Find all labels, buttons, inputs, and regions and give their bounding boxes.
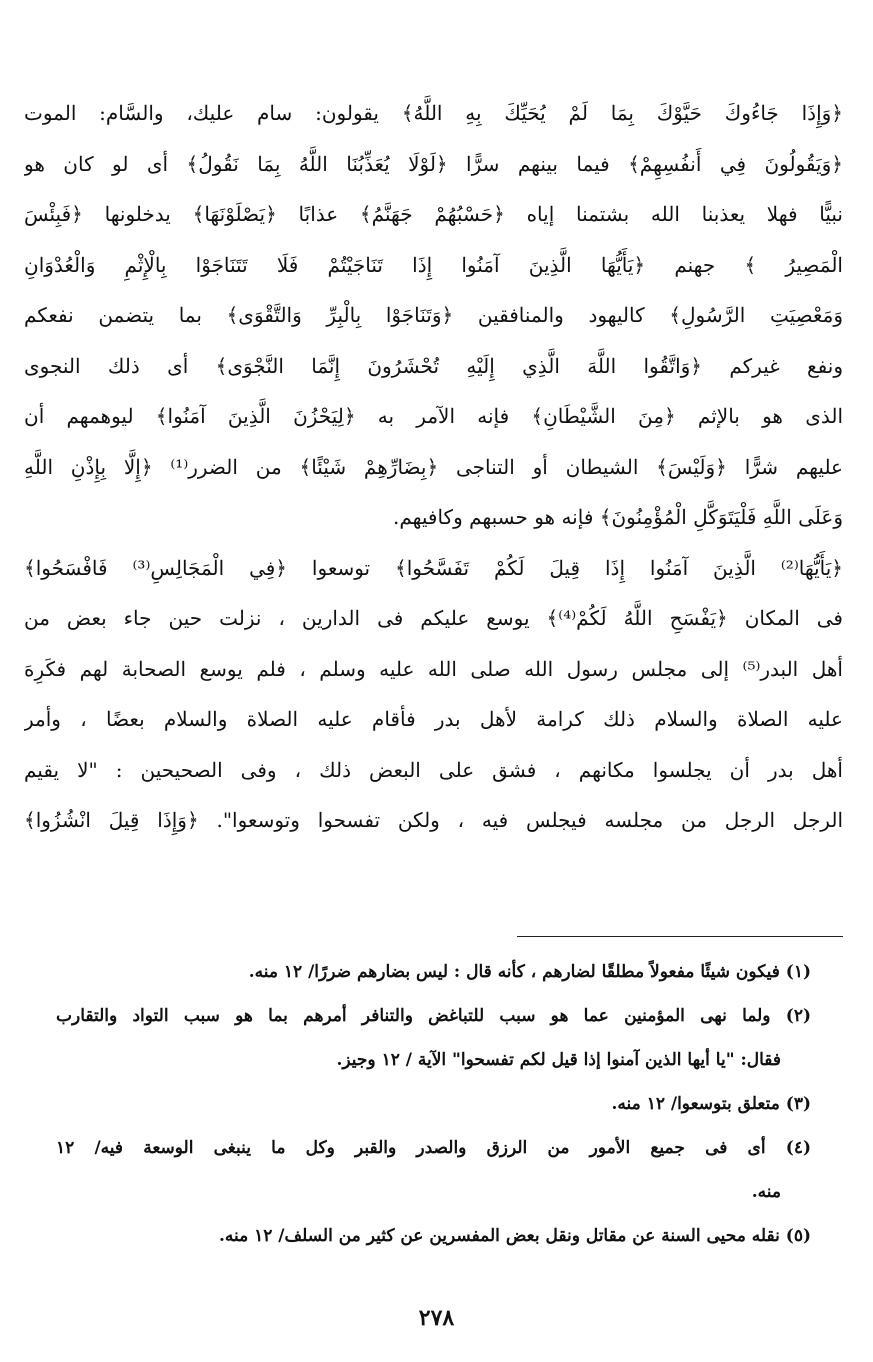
text-line: الذى هو بالإثم ﴿مِنَ الشَّيْطَانِ﴾ فإنه الآمر به ﴿لِيَحْزُنَ الَّذِينَ آمَنُوا﴾ ليوهمهم أن [24, 404, 843, 428]
main-text [24, 88, 843, 846]
footnote-2: (٢) ولما نهى المؤمنين عما هو سبب للتباغض والتنافر أمرهم بما هو سبب التواد والتقارب [56, 1006, 811, 1026]
text-line: أهل بدر أن يجلسوا مكانهم ، فشق على البعض ذلك ، وفى الصحيحين : "لا يقيم [24, 757, 843, 782]
footnote-2-continued: فقال: "يا أيها الذين آمنوا إذا قيل لكم تفسحوا" الآية / ١٢ وجيز. [336, 1050, 781, 1070]
footnote-4: (٤) أى فى جميع الأمور من الرزق والصدر والقبر وكل ما ينبغى الوسعة فيه/ ١٢ [56, 1138, 811, 1158]
footnote-3: (٣) متعلق بتوسعوا/ ١٢ منه. [611, 1094, 811, 1114]
footnote-1: (١) فيكون شيئًا مفعولاً مطلقًا لضارهم ، كأنه قال : ليس بضارهم ضررًا/ ١٢ منه. [248, 962, 811, 982]
text-line: وَعَلَى اللَّهِ فَلْيَتَوَكَّلِ الْمُؤْمِنُونَ﴾ فإنه هو حسبهم وكافيهم. [392, 505, 843, 529]
text-line: ونفع غيركم ﴿وَاتَّقُوا اللَّهَ الَّذِي إِلَيْهِ تُحْشَرُونَ إِنَّمَا النَّجْوَى﴾ أى ذلك النجوى [24, 353, 843, 378]
text-line: ﴿يَأَيُّهَا⁽²⁾ الَّذِينَ آمَنُوا إِذَا قِيلَ لَكُمْ تَفَسَّحُوا﴾ توسعوا ﴿فِي الْمَجَالِسِ⁽³⁾ فَافْسَحُوا﴾ [24, 555, 843, 580]
footnote-divider [517, 936, 843, 937]
page-number: ٢٧٨ [418, 1305, 455, 1331]
text-line: وَمَعْصِيَتِ الرَّسُولِ﴾ كاليهود والمنافقين ﴿وَتَنَاجَوْا بِالْبِرِّ وَالتَّقْوَى﴾ بما يتضمن نفعكم [24, 303, 843, 327]
text-line: نبيًّا فهلا يعذبنا الله بشتمنا إياه ﴿حَسْبُهُمْ جَهَنَّمُ﴾ عذابًا ﴿يَصْلَوْنَهَا﴾ يدخلونها ﴿فَبِئْسَ [24, 202, 843, 226]
text-line: فى المكان ﴿يَفْسَحِ اللَّهُ لَكُمْ⁽⁴⁾﴾ يوسع عليكم فى الدارين ، نزلت حين جاء بعض من [24, 606, 843, 630]
footnote-5: (٥) نقله محيى السنة عن مقاتل ونقل بعض المفسرين عن كثير من السلف/ ١٢ منه. [218, 1226, 811, 1246]
text-line: الرجل الرجل من مجلسه فيجلس فيه ، ولكن تفسحوا وتوسعوا". ﴿وَإِذَا قِيلَ انْشُزُوا﴾ [24, 808, 843, 832]
text-line: أهل البدر⁽⁵⁾ إلى مجلس رسول الله صلى الله عليه وسلم ، فلم يوسع الصحابة لهم فكَرِهَ [24, 656, 843, 681]
text-line: ﴿وَإِذَا جَاءُوكَ حَيَّوْكَ بِمَا لَمْ يُحَيِّكَ بِهِ اللَّهُ﴾ يقولون: سام عليك، والسَّام: الموت [24, 101, 843, 125]
footnote-4-continued: منه. [751, 1182, 781, 1202]
text-line: عليهم شرًّا ﴿وَلَيْسَ﴾ الشيطان أو التناجى ﴿بِضَارِّهِمْ شَيْئًا﴾ من الضرر⁽¹⁾ ﴿إِلَّا بِإِذْنِ اللَّهِ [24, 454, 843, 479]
text-line: عليه الصلاة والسلام ذلك كرامة لأهل بدر فأقام عليه الصلاة والسلام بعضًا ، وأمر [24, 707, 843, 731]
footnotes [56, 950, 811, 1258]
text-line: ﴿وَيَقُولُونَ فِي أَنفُسِهِمْ﴾ فيما بينهم سرًّا ﴿لَوْلَا يُعَذِّبُنَا اللَّهُ بِمَا نَقُولُ﴾ أى لو كان هو [24, 151, 843, 176]
text-line: الْمَصِيرُ ﴾ جهنم ﴿يَأَيُّهَا الَّذِينَ آمَنُوا إِذَا تَنَاجَيْتُمْ فَلَا تَتَنَاجَوْا بِالْإِثْمِ وَالْعُدْوَانِ [24, 252, 843, 277]
